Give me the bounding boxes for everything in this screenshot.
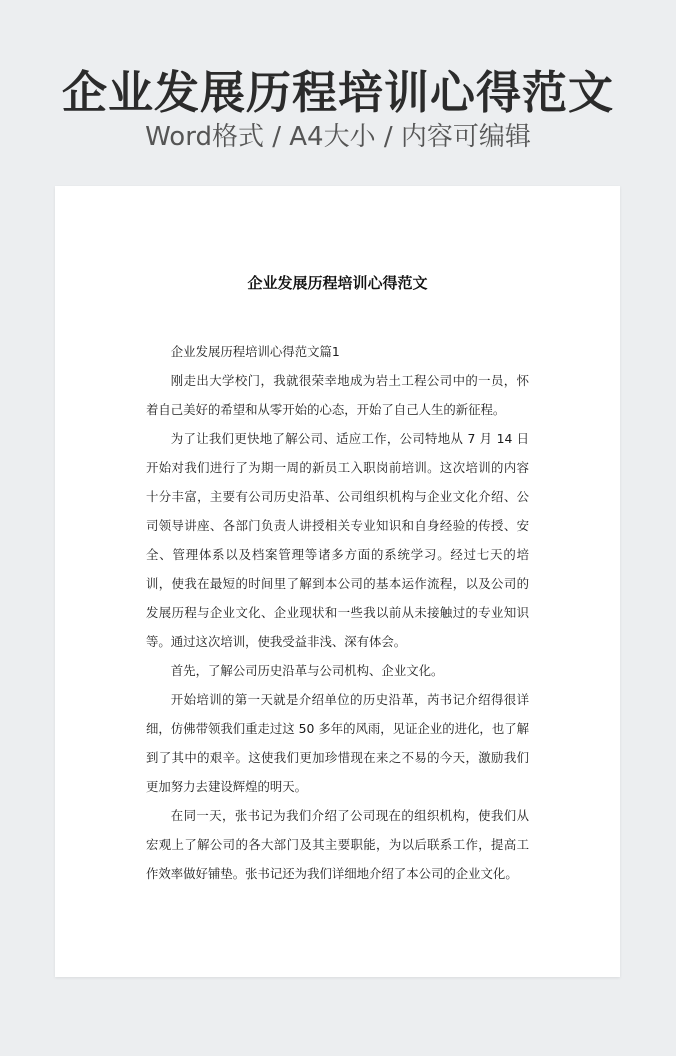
paragraph: 刚走出大学校门，我就很荣幸地成为岩土工程公司中的一员，怀着自己美好的希望和从零开始的心态，开始了自己人生的新征程。 [146, 373, 529, 417]
paragraph: 在同一天，张书记为我们介绍了公司现在的组织机构，使我们从宏观上了解公司的各大部门及其主要职能，为以后联系工作，提高工作效率做好铺垫。张书记还为我们详细地介绍了本公司的企业文化。 [146, 808, 529, 881]
document-page [55, 186, 620, 977]
paragraph: 首先，了解公司历史沿革与公司机构、企业文化。 [170, 663, 444, 678]
page-title: 企业发展历程培训心得范文 [61, 66, 614, 119]
document-title: 企业发展历程培训心得范文 [247, 274, 428, 292]
paragraph: 为了让我们更快地了解公司、适应工作，公司特地从 7 月 14 日开始对我们进行了为期一周的新员工入职岗前培训。这次培训的内容十分丰富，主要有公司历史沿革、公司组织机构与企业文化介绍、公司领导讲座、各部门负责人讲授相关专业知识和自身经验的传授、安全、管理体系以及档案管理等诸多方面的系统学习。经过七天的培训，使我在最短的时间里了解到本公司的基本运作流程，以及公司的发展历程与企业文化、企业现状和一些我以前从未接触过的专业知识等。通过这次培训，使我受益非浅、深有体会。 [146, 431, 529, 649]
paragraph: 开始培训的第一天就是介绍单位的历史沿革，芮书记介绍得很详细，仿佛带领我们重走过这 50 多年的风雨，见证企业的进化，也了解到了其中的艰辛。这使我们更加珍惜现在来之不易的今天，激励我们更加努力去建设辉煌的明天。 [146, 692, 529, 794]
page-subtitle: Word格式 / A4大小 / 内容可编辑 [145, 122, 531, 152]
paragraph: 企业发展历程培训心得范文篇1 [170, 344, 340, 359]
document-body [146, 337, 529, 888]
